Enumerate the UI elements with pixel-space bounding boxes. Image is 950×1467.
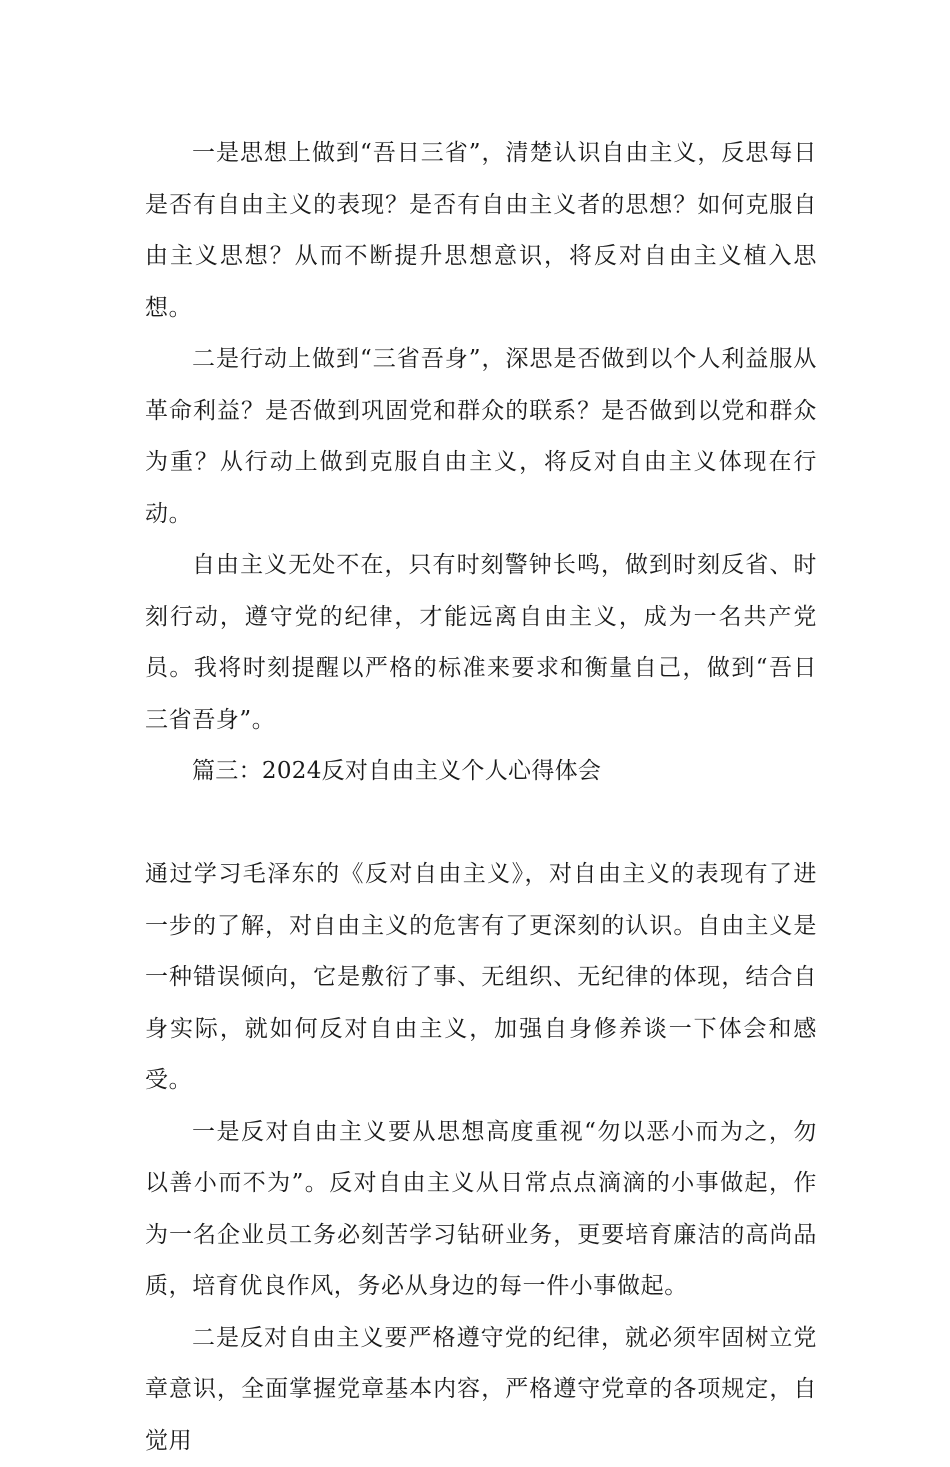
- paragraph-point-two: 二是反对自由主义要严格遵守党的纪律，就必须牢固树立党章意识，全面掌握党章基本内容，严格遵守党章的各项规定，自觉用: [145, 1313, 817, 1467]
- paragraph-introduction: 通过学习毛泽东的《反对自由主义》，对自由主义的表现有了进一步的了解，对自由主义的危害有了更深刻的认识。自由主义是一种错误倾向，它是敷衍了事、无组织、无纪律的体现，结合自身实际，就如何反对自由主义，加强自身修养谈一下体会和感受。: [145, 849, 817, 1107]
- blank-line: [145, 798, 817, 850]
- section-title: 篇三：2024反对自由主义个人心得体会: [145, 746, 817, 798]
- paragraph-thought-reflection: 一是思想上做到“吾日三省”，清楚认识自由主义，反思每日是否有自由主义的表现？是否有自由主义者的思想？如何克服自由主义思想？从而不断提升思想意识，将反对自由主义植入思想。: [145, 128, 817, 334]
- paragraph-conclusion: 自由主义无处不在，只有时刻警钟长鸣，做到时刻反省、时刻行动，遵守党的纪律，才能远离自由主义，成为一名共产党员。我将时刻提醒以严格的标准来要求和衡量自己，做到“吾日三省吾身”。: [145, 540, 817, 746]
- paragraph-point-one: 一是反对自由主义要从思想高度重视“勿以恶小而为之，勿以善小而不为”。反对自由主义从日常点点滴滴的小事做起，作为一名企业员工务必刻苦学习钻研业务，更要培育廉洁的高尚品质，培育优良作风，务必从身边的每一件小事做起。: [145, 1107, 817, 1313]
- paragraph-action-reflection: 二是行动上做到“三省吾身”，深思是否做到以个人利益服从革命利益？是否做到巩固党和群众的联系？是否做到以党和群众为重？从行动上做到克服自由主义，将反对自由主义体现在行动。: [145, 334, 817, 540]
- document-body: [145, 128, 817, 1467]
